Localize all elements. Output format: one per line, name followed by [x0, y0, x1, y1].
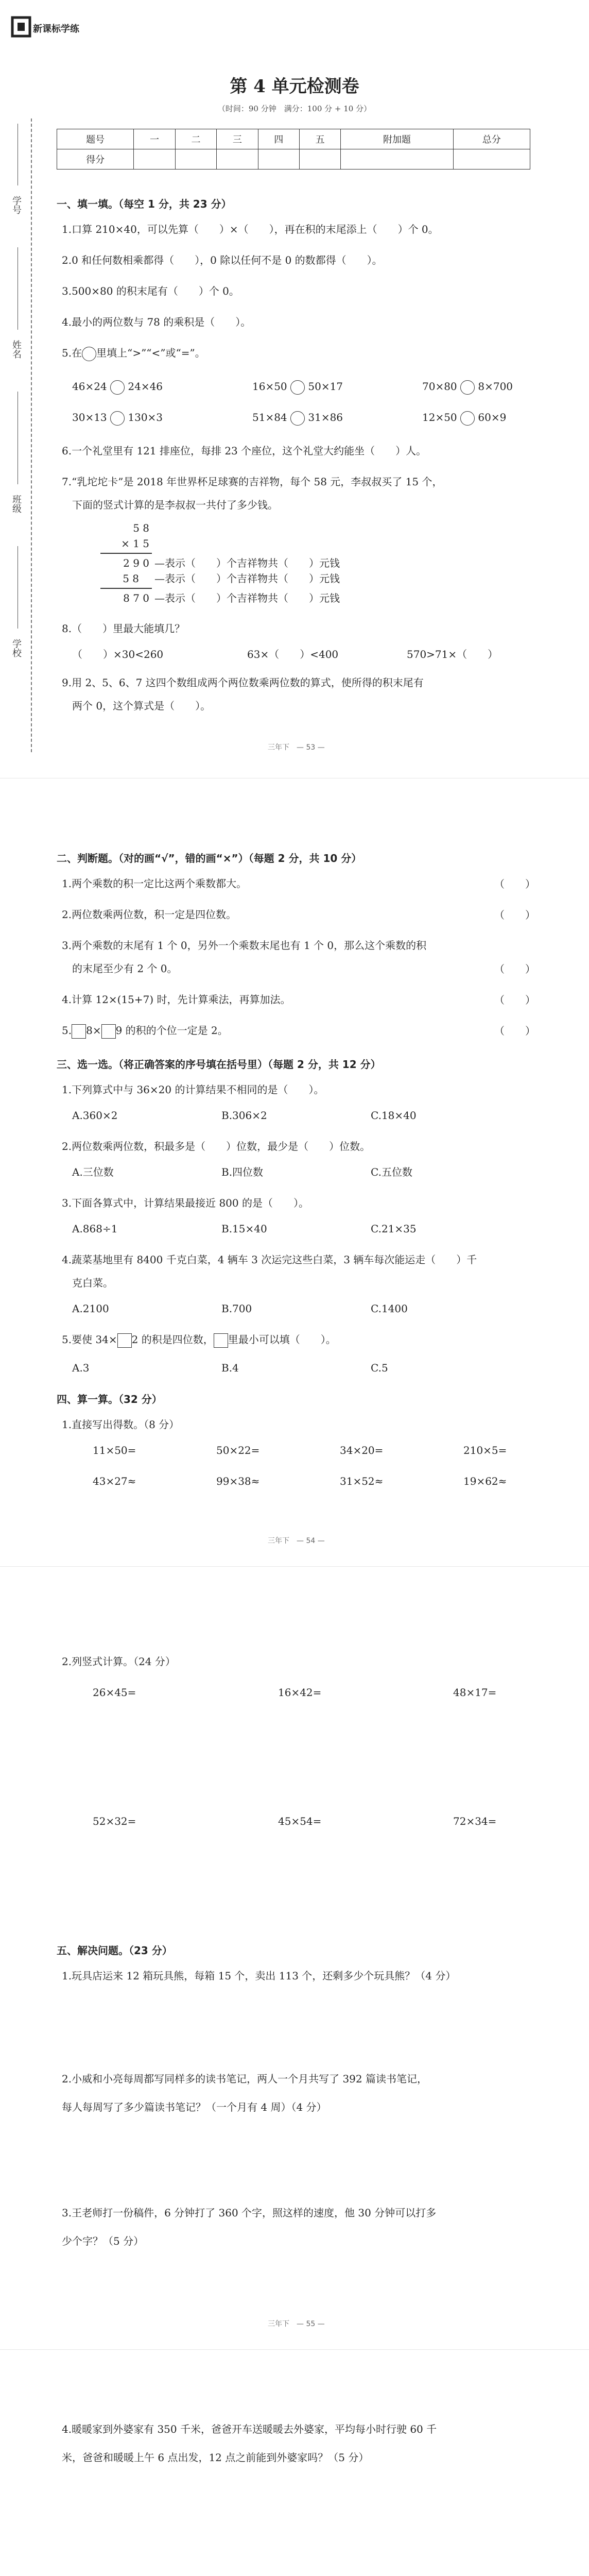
judge-question-5: 5. 8× 9 的积的个位一定是 2。 [62, 1023, 228, 1039]
fill-question-2: 2.0 和任何数相乘都得（ ），0 除以任何不是 0 的数都得（ ）。 [62, 254, 383, 266]
vertical-calc-item: 48×17= [453, 1686, 497, 1699]
oral-calc-item: 11×50= [93, 1444, 136, 1456]
score-input-cell[interactable] [453, 149, 530, 170]
score-input-cell[interactable] [341, 149, 453, 170]
choice-option: C.21×35 [371, 1223, 417, 1235]
choice-option: C.5 [371, 1362, 388, 1374]
choice-option: C.18×40 [371, 1109, 417, 1122]
answer-circle[interactable] [460, 380, 475, 395]
vertical-calc-rule [100, 588, 152, 589]
choice-option: C.五位数 [371, 1166, 412, 1178]
solve-question-4-cont: 米，爸爸和暖暖上午 6 点出发，12 点之前能到外婆家吗？（5 分） [62, 2451, 369, 2464]
compare-item: 51×84 31×86 [252, 410, 343, 426]
answer-parens[interactable]: （ ） [494, 963, 535, 975]
answer-circle[interactable] [110, 411, 125, 426]
oral-calc-item: 43×27≈ [93, 1475, 136, 1487]
section-heading-fill: 一、填一填。（每空 1 分，共 23 分） [57, 198, 232, 210]
answer-circle[interactable] [82, 347, 96, 361]
vertical-calc-line: 5 8 [133, 522, 149, 534]
judge-question-3: 3.两个乘数的末尾有 1 个 0，另外一个乘数末尾也有 1 个 0，那么这个乘数的积 [62, 939, 427, 952]
page-title: 第 4 单元检测卷 [230, 76, 359, 97]
choose-question-2: 2.两位数乘两位数，积最多是（ ）位数，最少是（ ）位数。 [62, 1140, 371, 1153]
solve-question-3: 3.王老师打一份稿件，6 分钟打了 360 个字，照这样的速度，他 30 分钟可以打多 [62, 2207, 437, 2219]
solve-question-3-cont: 少个字？（5 分） [62, 2235, 144, 2247]
q5-lead: 5.在 [62, 347, 82, 359]
judge-question-3-cont: 的末尾至少有 2 个 0。 [72, 962, 178, 975]
fill-question-3: 3.500×80 的积末尾有（ ）个 0。 [62, 285, 239, 297]
vertical-note: —表示（ ）个吉祥物共（ ）元钱 [154, 572, 340, 585]
compare-item: 70×80 8×700 [422, 379, 513, 395]
vertical-calc-line: 2 9 0 [123, 557, 149, 569]
vertical-calc-line: 5 8 [123, 572, 139, 585]
score-table-score-row [57, 149, 530, 170]
answer-circle[interactable] [290, 411, 305, 426]
q8-item: 63×（ ）<400 [247, 648, 339, 660]
answer-circle[interactable] [290, 380, 305, 395]
answer-parens[interactable]: （ ） [494, 1025, 535, 1037]
score-cell: 四 [258, 129, 299, 149]
margin-field-school: 学校 [11, 639, 22, 657]
fill-question-5 [62, 345, 205, 361]
compare-item: 16×50 50×17 [252, 379, 343, 395]
oral-calc-item: 99×38≈ [216, 1475, 260, 1487]
score-input-cell[interactable] [134, 149, 175, 170]
vertical-note: —表示（ ）个吉祥物共（ ）元钱 [154, 557, 340, 569]
judge-question-2: 2.两位数乘两位数，积一定是四位数。 [62, 908, 237, 921]
answer-box[interactable] [214, 1333, 228, 1348]
choice-option: A.868÷1 [72, 1223, 118, 1235]
vertical-calc-item: 52×32= [93, 1815, 136, 1827]
solve-question-4: 4.暖暖家到外婆家有 350 千米，爸爸开车送暖暖去外婆家，平均每小时行驶 60 千 [62, 2423, 437, 2435]
score-cell: 一 [134, 129, 175, 149]
score-input-cell[interactable] [175, 149, 216, 170]
score-cell: 五 [299, 129, 340, 149]
score-cell: 得分 [57, 149, 134, 170]
compare-item: 46×24 24×46 [72, 379, 163, 395]
solve-question-1: 1.玩具店运来 12 箱玩具熊，每箱 15 个，卖出 113 个，还剩多少个玩具熊？（4 分） [62, 1970, 456, 1982]
oral-calc-item: 19×62≈ [463, 1475, 507, 1487]
answer-circle[interactable] [460, 411, 475, 426]
choose-question-1: 1.下列算式中与 36×20 的计算结果不相同的是（ ）。 [62, 1083, 324, 1096]
choice-option: C.1400 [371, 1302, 408, 1315]
page-separator [0, 1566, 589, 1567]
vertical-calc-item: 16×42= [278, 1686, 322, 1699]
section-heading-solve: 五、解决问题。（23 分） [57, 1944, 172, 1957]
logo-text: 新课标学练 [33, 24, 79, 35]
fill-question-6: 6.一个礼堂里有 121 排座位，每排 23 个座位，这个礼堂大约能坐（ ）人。 [62, 445, 427, 457]
judge-question-1: 1.两个乘数的积一定比这两个乘数都大。 [62, 877, 247, 890]
margin-field-student-id: 学号 [11, 196, 22, 214]
answer-parens[interactable]: （ ） [494, 994, 535, 1006]
choose-question-3: 3.下面各算式中，计算结果最接近 800 的是（ ）。 [62, 1197, 309, 1209]
choice-option: A.2100 [72, 1302, 109, 1315]
choice-option: B.4 [221, 1362, 239, 1374]
answer-circle[interactable] [110, 380, 125, 395]
answer-parens[interactable]: （ ） [494, 878, 535, 890]
compare-item: 12×50 60×9 [422, 410, 506, 426]
answer-box[interactable] [117, 1333, 132, 1348]
vertical-calc-item: 26×45= [93, 1686, 136, 1699]
q5-tail: 里填上“>”“<”或“=”。 [96, 347, 205, 359]
publisher-logo [11, 15, 79, 38]
vertical-calc-line: × 1 5 [121, 537, 149, 550]
score-cell: 二 [175, 129, 216, 149]
score-cell: 题号 [57, 129, 134, 149]
page-footer: 三年下 — 55 — [268, 2320, 325, 2328]
oral-calc-item: 210×5= [463, 1444, 507, 1456]
page-separator [0, 2349, 589, 2350]
score-input-cell[interactable] [299, 149, 340, 170]
fill-question-9: 9.用 2、5、6、7 这四个数组成两个两位数乘两位数的算式，使所得的积末尾有 [62, 676, 424, 689]
oral-calc-item: 34×20= [340, 1444, 384, 1456]
section-heading-calc: 四、算一算。（32 分） [57, 1393, 162, 1405]
fill-question-7: 7.“乳坨坨卡”是 2018 年世界杯足球赛的吉祥物，每个 58 元，李叔叔买了 15 个， [62, 476, 443, 488]
fill-question-8: 8.（ ）里最大能填几？ [62, 622, 185, 635]
score-table [57, 129, 530, 170]
page-subtitle: （时间：90 分钟 满分：100 分 + 10 分） [217, 104, 372, 113]
score-cell: 附加题 [341, 129, 453, 149]
solve-question-2: 2.小威和小亮每周都写同样多的读书笔记，两人一个月共写了 392 篇读书笔记， [62, 2073, 427, 2085]
calc-part-1: 1.直接写出得数。（8 分） [62, 1418, 180, 1431]
score-input-cell[interactable] [258, 149, 299, 170]
margin-field-class: 班级 [11, 495, 22, 513]
calc-part-2: 2.列竖式计算。（24 分） [62, 1655, 176, 1668]
choice-option: B.306×2 [221, 1109, 267, 1122]
choose-question-4: 4.蔬菜基地里有 8400 千克白菜，4 辆车 3 次运完这些白菜，3 辆车每次能运走（ ）千 [62, 1253, 477, 1266]
page-footer: 三年下 — 54 — [268, 1537, 325, 1545]
fill-question-9-cont: 两个 0，这个算式是（ ）。 [72, 700, 211, 712]
choice-option: B.15×40 [221, 1223, 267, 1235]
choice-option: B.四位数 [221, 1166, 264, 1178]
choice-option: A.360×2 [72, 1109, 118, 1122]
q8-item: 570>71×（ ） [407, 648, 498, 660]
vertical-calc-line: 8 7 0 [123, 592, 149, 604]
choose-question-5: 5.要使 34× 2 的积是四位数， 里最小可以填（ ）。 [62, 1332, 336, 1348]
score-cell: 三 [217, 129, 258, 149]
oral-calc-item: 31×52≈ [340, 1475, 384, 1487]
vertical-note: —表示（ ）个吉祥物共（ ）元钱 [154, 592, 340, 604]
q8-item: （ ）×30<260 [72, 648, 164, 660]
fill-question-4: 4.最小的两位数与 78 的乘积是（ ）。 [62, 316, 251, 328]
choice-option: A.3 [72, 1362, 90, 1374]
binding-line [31, 118, 32, 752]
vertical-calc-rule [100, 553, 152, 554]
score-input-cell[interactable] [217, 149, 258, 170]
answer-box[interactable] [101, 1024, 116, 1039]
margin-field-name: 姓名 [11, 340, 22, 359]
section-heading-choose: 三、选一选。（将正确答案的序号填在括号里）（每题 2 分，共 12 分） [57, 1058, 381, 1071]
choice-option: A.三位数 [72, 1166, 114, 1178]
choice-option: B.700 [221, 1302, 252, 1315]
choose-question-4-cont: 克白菜。 [72, 1277, 113, 1289]
answer-parens[interactable]: （ ） [494, 909, 535, 921]
fill-question-7-cont: 下面的竖式计算的是李叔叔一共付了多少钱。 [72, 499, 278, 511]
solve-question-2-cont: 每人每周写了多少篇读书笔记？（一个月有 4 周）（4 分） [62, 2101, 327, 2113]
fill-question-1: 1.口算 210×40，可以先算（ ）×（ ），再在积的末尾添上（ ）个 0。 [62, 223, 439, 235]
answer-box[interactable] [72, 1024, 86, 1039]
score-table-header-row [57, 129, 530, 149]
vertical-calc-item: 72×34= [453, 1815, 497, 1827]
judge-question-4: 4.计算 12×(15+7) 时，先计算乘法，再算加法。 [62, 993, 291, 1006]
oral-calc-item: 50×22= [216, 1444, 260, 1456]
vertical-calc-item: 45×54= [278, 1815, 322, 1827]
score-cell: 总分 [453, 129, 530, 149]
section-heading-judge: 二、判断题。（对的画“√”，错的画“×”）（每题 2 分，共 10 分） [57, 852, 362, 865]
compare-item: 30×13 130×3 [72, 410, 163, 426]
page-footer: 三年下 — 53 — [268, 743, 325, 752]
